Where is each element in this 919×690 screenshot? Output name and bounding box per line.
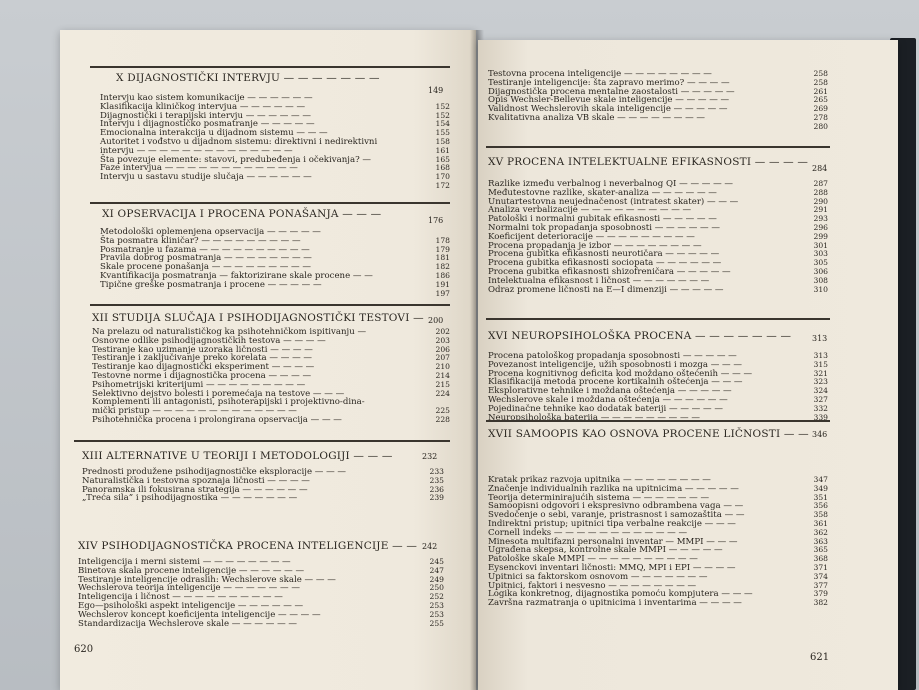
toc-entry: Dijagnostički i terapijski intervju — — — — — — 152 bbox=[100, 110, 450, 121]
toc-entry: 197 bbox=[435, 288, 450, 298]
toc-entry: Autoritet i vođstvo u dijadnom sistemu: direktivni i nedirektivni 158 bbox=[100, 136, 450, 147]
left-page bbox=[60, 30, 476, 690]
entry-list bbox=[488, 352, 828, 422]
section-rule bbox=[90, 304, 450, 306]
toc-entry: Kratak prikaz razvoja upitnika — — — — — — — — 347 bbox=[488, 475, 828, 485]
toc-entry: Dijagnostička procena mentalne zaostalosti — — — — — 261 bbox=[488, 86, 828, 97]
toc-entry: Eysenckovi inventari ličnosti: MMQ, MPI i EPI — — — — 371 bbox=[488, 562, 828, 573]
toc-entry: Klasifikacija metoda procene kortikalnih oštećenja — — — 323 bbox=[488, 377, 828, 388]
toc-entry: Procena kognitivnog deficita kod moždano oštećenih — — — 321 bbox=[488, 368, 828, 379]
toc-entry: Prednosti produžene psihodijagnostičke eksploracije — — — 233 bbox=[82, 467, 444, 477]
toc-entry: Šta povezuje elemente: stavovi, predubeđenja i očekivanja? — 165 bbox=[100, 154, 450, 165]
toc-entry: Wechslerov koncept koeficijenta inteligencije — — — — 253 bbox=[78, 609, 444, 620]
toc-entry: Psihotehnička procena i prolongirana opservacija — — — 228 bbox=[92, 414, 450, 425]
toc-entry: Selektivno dejstvo bolesti i poremećaja na testove — — — 224 bbox=[92, 388, 450, 399]
chapter-page: 200 bbox=[428, 316, 444, 325]
toc-entry: Osnovne odlike psihodijagnostičkih testova — — — — 203 bbox=[92, 335, 450, 346]
toc-entry: Testovne norme i dijagnostička procena — — — — 214 bbox=[92, 370, 450, 381]
toc-entry: Pravila dobrog posmatranja — — — — — — — — 181 bbox=[100, 253, 450, 264]
toc-entry: Wechslerove skale i moždana oštećenja — — — — — — 327 bbox=[488, 394, 828, 405]
toc-entry: 172 bbox=[435, 180, 450, 190]
chapter-title: X DIJAGNOSTIČKI INTERVJU — — — — — — — bbox=[116, 72, 380, 84]
toc-entry: Međutestovne razlike, skater-analiza — — — — — — 288 bbox=[488, 187, 828, 198]
toc-entry: Pojedinačne tehnike kao dodatak bateriji — — — — — 332 bbox=[488, 403, 828, 414]
toc-entry: Validnost Wechslerovih skala inteligencije — — — — — 269 bbox=[488, 104, 828, 115]
toc-entry: Panoramska ili fokusirana strategija — — — — — — 236 bbox=[82, 484, 444, 495]
chapter-page: 346 bbox=[812, 430, 828, 439]
chapter-page: 149 bbox=[428, 86, 444, 95]
entry-list bbox=[488, 476, 828, 608]
toc-entry: Povezanost inteligencije, užih sposobnosti i mozga — — — 315 bbox=[488, 359, 828, 370]
toc-entry: Logika konkretnog, dijagnostika pomoću kompjutera — — — 379 bbox=[488, 589, 828, 600]
toc-entry: Metodološki oplemenjena opservacija — — — — — bbox=[100, 227, 321, 237]
toc-entry: Procena gubitka efikasnosti neurotičara — — — — — 303 bbox=[488, 249, 828, 260]
right-page bbox=[478, 40, 898, 690]
toc-entry: Završna razmatranja o upitnicima i inventarima — — — — 382 bbox=[488, 598, 828, 609]
toc-entry: Skale procene ponašanja — — — — — — — — — 182 bbox=[100, 262, 450, 273]
chapter-title: XIII ALTERNATIVE U TEORIJI I METODOLOGIJI — — — bbox=[82, 450, 393, 462]
toc-entry: Analiza verbalizacije — — — — — — — — — — 291 bbox=[488, 205, 828, 216]
entry-list bbox=[78, 558, 444, 628]
toc-entry: Patološke skale MMPI — — — — — — — — — — 368 bbox=[488, 554, 828, 565]
section-rule bbox=[486, 420, 830, 422]
toc-entry: Opis Wechsler-Bellevue skale inteligencije — — — — — 265 bbox=[488, 95, 828, 106]
toc-entry: Kvantifikacija posmatranja — faktorizirane skale procene — — 186 bbox=[100, 270, 450, 281]
entry-list bbox=[100, 228, 450, 298]
toc-entry: Upitnici, faktori i nesvesno — — — — — — — — 377 bbox=[488, 580, 828, 591]
toc-entry: Intervju kao sistem komunikacije — — — — — — bbox=[100, 93, 313, 103]
toc-entry: Ego—psihološki aspekt inteligencije — — — — — — 253 bbox=[78, 600, 444, 611]
toc-entry: „Treća sila” i psihodijagnostika — — — — — — — 239 bbox=[82, 493, 444, 504]
chapter-title: XI OPSERVACIJA I PROCENA PONAŠANJA — — — bbox=[102, 208, 382, 220]
toc-entry: Binetova skala procene inteligencije — — — — — — 247 bbox=[78, 565, 444, 576]
toc-entry: Testiranje inteligencije odraslih: Wechslerove skale — — — 249 bbox=[78, 574, 444, 585]
toc-entry: Šta posmatra kliničar? — — — — — — — — — 178 bbox=[100, 235, 450, 246]
entry-list bbox=[100, 94, 450, 191]
toc-entry: Wechslerova teorija inteligencije — — — — — — — 250 bbox=[78, 583, 444, 594]
toc-entry: Ugrađena skepsa, kontrolne skale MMPI — — — — — 365 bbox=[488, 545, 828, 556]
section-rule bbox=[74, 440, 450, 442]
toc-entry: Posmatranje u fazama — — — — — — — — — — 179 bbox=[100, 244, 450, 255]
chapter-page: 242 bbox=[422, 542, 438, 551]
toc-entry: Samoopisni odgovori i ekspresivno odbrambena vaga — — 356 bbox=[488, 501, 828, 512]
toc-entry: Upitnici sa faktorskom osnovom — — — — — — — 374 bbox=[488, 571, 828, 582]
chapter-title: XV PROCENA INTELEKTUALNE EFIKASNOSTI — — — — bbox=[488, 156, 809, 168]
toc-entry: Standardizacija Wechslerove skale — — — — — — 255 bbox=[78, 618, 444, 629]
entry-list bbox=[82, 468, 444, 503]
toc-entry: Koeficijent deterioracije — — — — — — — — — 299 bbox=[488, 231, 828, 242]
toc-entry: Naturalistička i testovna spoznaja ličnosti — — — — 235 bbox=[82, 475, 444, 486]
toc-entry: Intervju u sastavu studije slučaja — — — — — — 170 bbox=[100, 172, 450, 183]
toc-entry: intervju — — — — — — — — — — — — — — 161 bbox=[100, 145, 450, 156]
toc-entry: Procena gubitka efikasnosti shizofreničara — — — — — 306 bbox=[488, 266, 828, 277]
chapter-title: XII STUDIJA SLUČAJA I PSIHODIJAGNOSTIČKI TESTOVI — bbox=[92, 312, 424, 324]
section-rule bbox=[486, 146, 830, 148]
page-number: 621 bbox=[810, 652, 830, 663]
toc-entry: Značenje individualnih razlika na upitnicima — — — — — 349 bbox=[488, 483, 828, 494]
section-rule bbox=[90, 202, 450, 204]
entry-list bbox=[92, 328, 450, 425]
toc-entry: Emocionalna interakcija u dijadnom sistemu — — — 155 bbox=[100, 128, 450, 139]
chapter-title: XVII SAMOOPIS KAO OSNOVA PROCENE LIČNOSTI — — bbox=[488, 428, 809, 440]
chapter-title: XVI NEUROPSIHOLOŠKA PROCENA — — — — — — — bbox=[488, 330, 792, 342]
chapter-page: 284 bbox=[812, 164, 828, 173]
toc-entry: Normalni tok propadanja sposobnosti — — — — — — 296 bbox=[488, 222, 828, 233]
toc-entry: Intelektualna efikasnost i ličnost — — — — — — — 308 bbox=[488, 275, 828, 286]
page-number: 620 bbox=[74, 644, 94, 655]
chapter-page: 232 bbox=[422, 452, 438, 461]
toc-entry: Indirektni pristup; upitnici tipa verbalne reakcije — — — 361 bbox=[488, 518, 828, 529]
entry-list bbox=[488, 70, 828, 132]
toc-entry: Tipične greške posmatranja i procene — — — — — 191 bbox=[100, 279, 450, 290]
toc-entry: Procena patološkog propadanja sposobnosti — — — — — 313 bbox=[488, 351, 828, 361]
toc-entry: Inteligencija i merni sistemi — — — — — — — — 245 bbox=[78, 557, 444, 567]
toc-entry: Faze intervjua — — — — — — — — — — — — 168 bbox=[100, 163, 450, 174]
toc-entry: Testiranje i zaključivanje preko korelata — — — — 207 bbox=[92, 353, 450, 364]
toc-entry: Kvalitativna analiza VB skale — — — — — — — — 278 bbox=[488, 112, 828, 123]
chapter-page: 313 bbox=[812, 334, 828, 343]
toc-entry: Unutartestovna neujednačenost (intratest skater) — — — 290 bbox=[488, 196, 828, 207]
toc-entry: Procena gubitka efikasnosti sociopata — — — — — — 305 bbox=[488, 258, 828, 269]
toc-entry: 280 bbox=[813, 121, 828, 131]
toc-entry: Neuropsihološka baterija — — — — — — — — — 339 bbox=[488, 412, 828, 423]
toc-entry: mički pristup — — — — — — — — — — — — — 225 bbox=[92, 406, 450, 417]
toc-entry: Komplementi ili antagonisti, psihoterapijski i projektivno-dina- bbox=[92, 397, 365, 408]
toc-entry: Inteligencija i ličnost — — — — — — — — — — 252 bbox=[78, 592, 444, 603]
toc-entry: Odraz promene ličnosti na E—I dimenziji — — — — — 310 bbox=[488, 284, 828, 295]
toc-entry: Cornell indeks — — — — — — — — — — — — 362 bbox=[488, 527, 828, 538]
toc-entry: Eksplorativne tehnike i moždana oštećenja — — — — — 324 bbox=[488, 386, 828, 397]
chapter-page: 176 bbox=[428, 216, 444, 225]
toc-entry: Minesota multifazni personalni inventar — MMPI — — — 363 bbox=[488, 536, 828, 547]
toc-entry: Teorija determinirajućih sistema — — — — — — — 351 bbox=[488, 492, 828, 503]
toc-entry: Testovna procena inteligencije — — — — — — — — 258 bbox=[488, 69, 828, 79]
toc-entry: Testiranje kao uzimanje uzoraka ličnosti — — — — 206 bbox=[92, 344, 450, 355]
toc-entry: Patološki i normalni gubitak efikasnosti — — — — — 293 bbox=[488, 214, 828, 225]
chapter-title: XIV PSIHODIJAGNOSTIČKA PROCENA INTELIGENCIJE — — bbox=[78, 540, 418, 552]
toc-entry: Svedočenje o sebi, varanje, pristrasnost i samozaštita — — 358 bbox=[488, 510, 828, 521]
section-rule bbox=[486, 318, 830, 320]
toc-entry: Na prelazu od naturalističkog ka psihotehničkom ispitivanju — 202 bbox=[92, 327, 450, 337]
section-rule bbox=[90, 66, 450, 68]
toc-entry: Procena propadanja je izbor — — — — — — — — 301 bbox=[488, 240, 828, 251]
toc-entry: Psihometrijski kriterijumi — — — — — — — — — 215 bbox=[92, 379, 450, 390]
toc-entry: Razlike između verbalnog i neverbalnog QI — — — — — 287 bbox=[488, 179, 828, 189]
entry-list bbox=[488, 180, 828, 294]
toc-entry: Intervju i dijagnostičko posmatranje — — — — — 154 bbox=[100, 119, 450, 130]
toc-entry: Testiranje inteligencije: šta zapravo merimo? — — — — 258 bbox=[488, 77, 828, 88]
toc-entry: Klasifikacija kliničkog intervjua — — — — — — 152 bbox=[100, 101, 450, 112]
toc-entry: Testiranje kao dijagnostički eksperiment — — — — 210 bbox=[92, 362, 450, 373]
